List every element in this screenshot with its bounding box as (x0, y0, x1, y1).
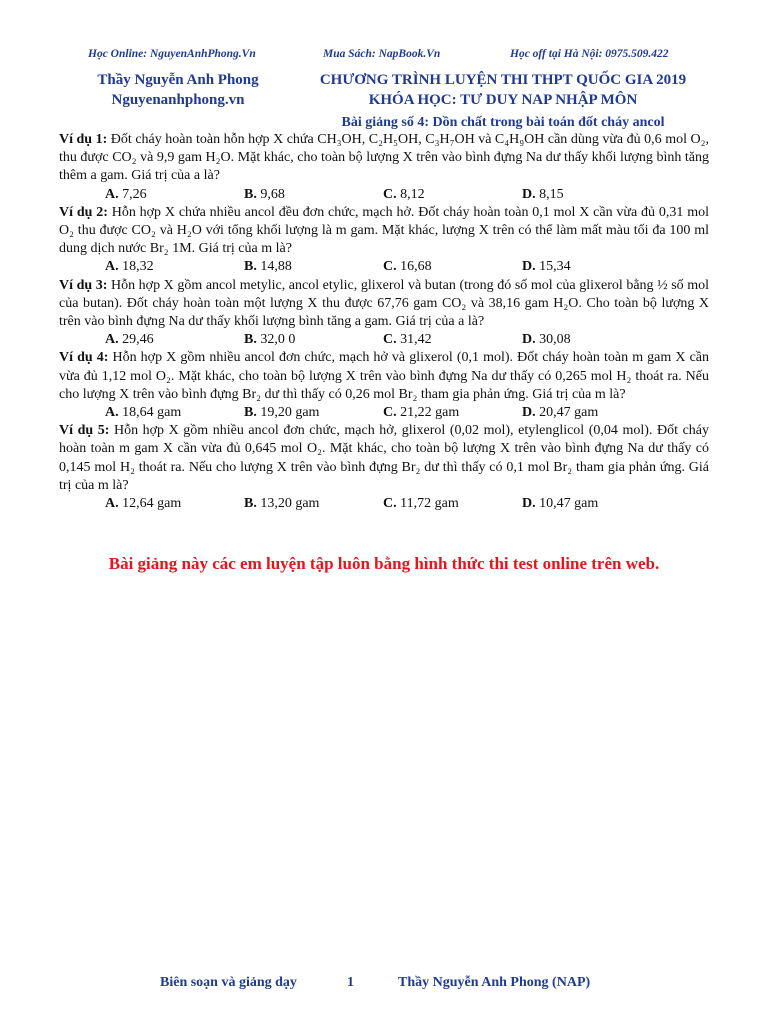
option-a: A. 18,32 (105, 259, 154, 275)
answer-options (59, 258, 709, 276)
option-d: D. 15,34 (522, 259, 571, 275)
question-body: Hỗn hợp X gồm nhiều ancol đơn chức, mạch hở và glixerol (0,1 mol). Đốt cháy hoàn toàn m gam X cần vừa đủ 1,12 mol O₂. Mặt khác, cho toàn bộ lượng X trên vào bình đựng Na dư thấy có 0,265 mol H₂ thoát ra. Nếu cho lượng X trên vào bình đựng Br₂ dư thì thấy có 0,26 mol Br₂ tham gia phản ứng. Giá trị của m là? (59, 350, 709, 402)
online-link[interactable]: Học Online: NguyenAnhPhong.Vn (88, 48, 256, 60)
option-c: C. 21,22 gam (383, 405, 460, 420)
question (59, 349, 709, 422)
question-label: Ví dụ 2: (59, 204, 108, 220)
option-b: B. 9,68 (244, 186, 285, 202)
answer-options (59, 331, 709, 349)
question-label: Ví dụ 5: (59, 423, 110, 439)
teacher-site[interactable]: Nguyenanhphong.vn (111, 92, 245, 108)
option-a: A. 7,26 (105, 186, 147, 202)
option-a: A. 29,46 (105, 332, 154, 348)
footer-right: Thầy Nguyễn Anh Phong (NAP) (398, 975, 591, 990)
question-body: Hỗn hợp X chứa nhiều ancol đều đơn chức, mạch hở. Đốt cháy hoàn toàn 0,1 mol X cần vừa đủ 0,31 mol O₂ thu được CO₂ và H₂O với tổng khối lượng là m gam. Mặt khác, lượng X trên có thể làm mất màu tối đa 100 ml dung dịch nước Br₂ 1M. Giá trị của m là? (59, 204, 709, 257)
page-footer (0, 975, 768, 995)
question-label: Ví dụ 3: (59, 277, 108, 293)
books-link[interactable]: Mua Sách: NapBook.Vn (323, 48, 441, 60)
option-d: D. 10,47 gam (522, 496, 599, 511)
option-b: B. 19,20 gam (244, 405, 320, 420)
question-label: Ví dụ 1: (59, 132, 108, 147)
question-text (59, 277, 709, 332)
option-d: D. 8,15 (522, 186, 564, 202)
top-bar (0, 48, 768, 66)
option-c: C. 8,12 (383, 186, 425, 202)
question-text (59, 204, 709, 259)
question-label: Ví dụ 4: (59, 350, 109, 366)
question (59, 422, 709, 513)
option-b: B. 14,88 (244, 259, 292, 275)
option-c: C. 11,72 gam (383, 496, 459, 511)
teacher-name: Thầy Nguyễn Anh Phong (97, 72, 259, 88)
course-title: KHÓA HỌC: TƯ DUY NAP NHẬP MÔN (368, 92, 638, 108)
offline-contact: Học off tại Hà Nội: 0975.509.422 (510, 48, 669, 60)
question-body: Hỗn hợp X gồm nhiều ancol đơn chức, mạch hở, glixerol (0,02 mol), etylenglicol (0,04 mol). Đốt cháy hoàn toàn m gam X cần vừa đủ 0,645 mol O₂. Mặt khác, cho toàn bộ lượng X trên vào bình đựng Na dư thấy có 0,145 mol H₂ thoát ra. Nếu cho lượng X trên vào bình đựng Br₂ dư thì thấy có 0,1 mol Br₂ tham gia phản ứng. Giá trị của m là? (59, 423, 710, 493)
question-text (59, 422, 709, 495)
course-block (298, 70, 708, 133)
question (59, 277, 709, 350)
online-test-note: Bài giảng này các em luyện tập luôn bằng hình thức thi test online trên web. (108, 554, 660, 573)
option-d: D. 30,08 (522, 332, 571, 348)
teacher-block (78, 70, 278, 110)
question-text (59, 131, 709, 186)
page-number: 1 (347, 975, 354, 990)
option-c: C. 31,42 (383, 332, 432, 348)
option-a: A. 12,64 gam (105, 496, 182, 511)
footer-left: Biên soạn và giảng dạy (160, 975, 297, 990)
lesson-title: Bài giảng số 4: Dồn chất trong bài toán đốt cháy ancol (341, 115, 665, 130)
question-text (59, 349, 709, 404)
question (59, 204, 709, 277)
option-c: C. 16,68 (383, 259, 432, 275)
answer-options (59, 186, 709, 204)
answer-options (59, 495, 709, 513)
question-list (59, 131, 709, 513)
option-b: B. 32,0 0 (244, 332, 296, 348)
question (59, 131, 709, 204)
question-body: Hỗn hợp X gồm ancol metylic, ancol etylic, glixerol và butan (trong đó số mol của glixerol bằng ½ số mol của butan). Đốt cháy hoàn toàn một lượng X thu được 67,76 gam CO₂ và 38,16 gam H₂O. Cho toàn bộ lượng X trên vào bình đựng Na dư thấy khối lượng bình tăng a gam. Giá trị của a là? (59, 277, 710, 329)
question-body: Đốt cháy hoàn toàn hỗn hợp X chứa CH₃OH, C₂H₅OH, C₃H₇OH và C₄H₉OH cần dùng vừa đủ 0,6 mol O₂, thu được CO₂ và 9,9 gam H₂O. Mặt khác, cho toàn bộ lượng X trên vào bình đựng Na dư thấy khối lượng bình tăng thêm a gam. Giá trị của a là? (59, 132, 709, 184)
program-title: CHƯƠNG TRÌNH LUYỆN THI THPT QUỐC GIA 2019 (319, 72, 687, 88)
option-d: D. 20,47 gam (522, 405, 599, 420)
option-a: A. 18,64 gam (105, 405, 182, 420)
option-b: B. 13,20 gam (244, 496, 320, 511)
answer-options (59, 404, 709, 422)
